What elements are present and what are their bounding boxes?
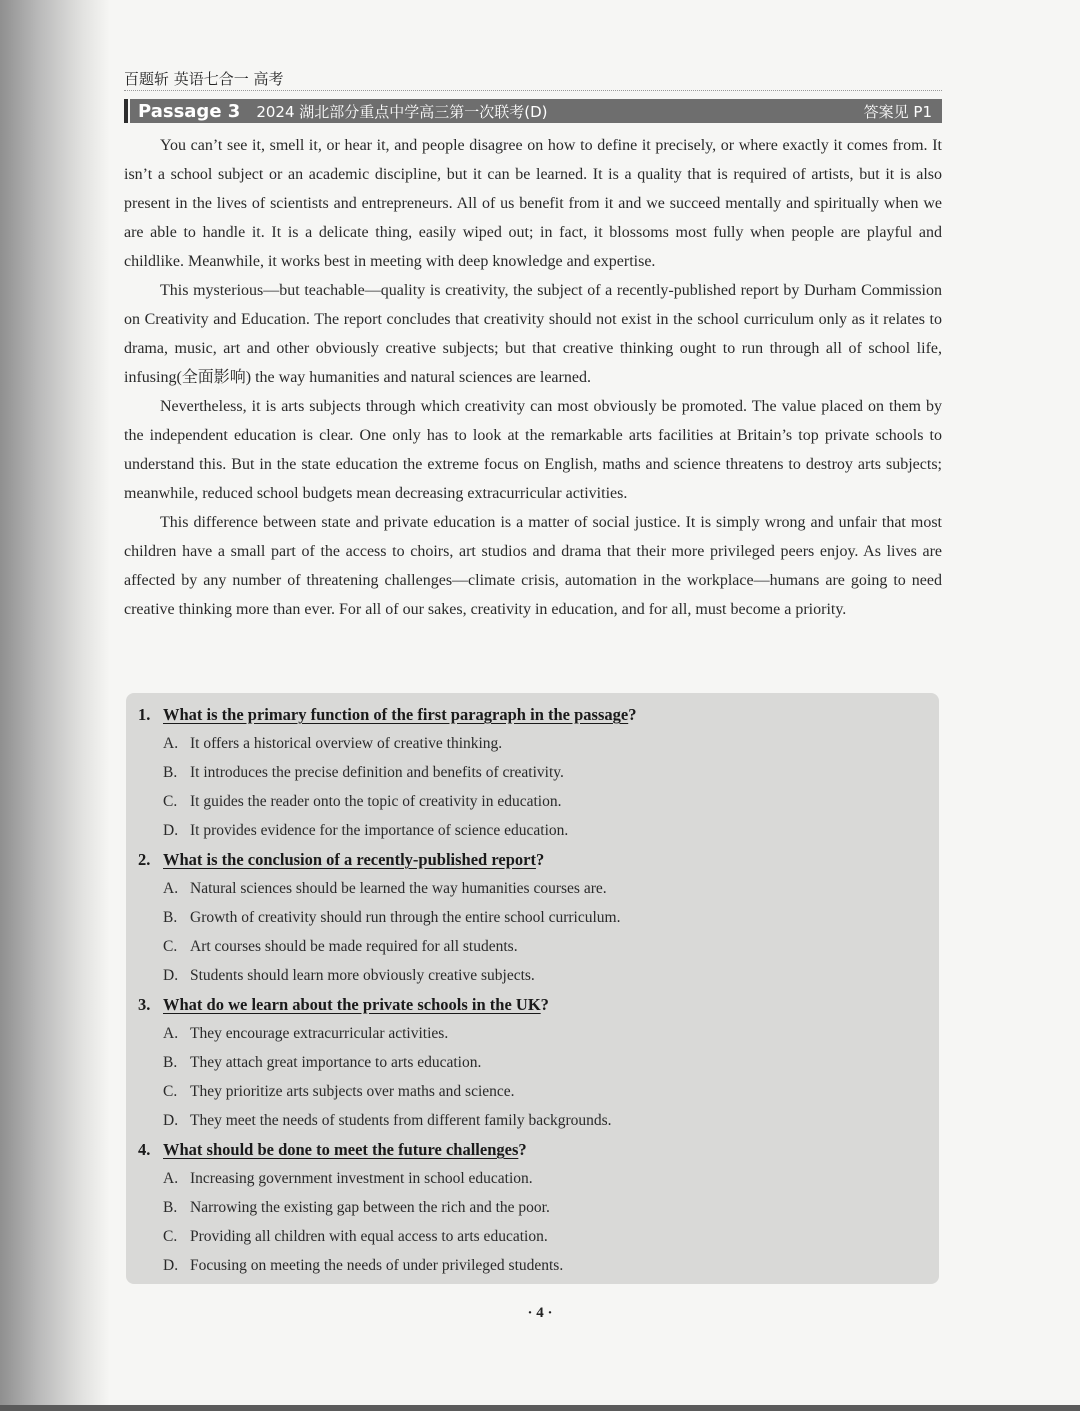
answer-option[interactable]: [138, 874, 939, 903]
option-letter: B.: [163, 1199, 178, 1216]
reading-passage: [124, 131, 942, 624]
answer-option[interactable]: [138, 1164, 939, 1193]
answer-option[interactable]: [138, 1019, 939, 1048]
answer-option[interactable]: [138, 1222, 939, 1251]
question-4: [138, 1135, 939, 1280]
passage-source: 2024 湖北部分重点中学高三第一次联考(D): [256, 102, 548, 121]
option-text: It offers a historical overview of creative thinking.: [190, 735, 503, 752]
answer-option[interactable]: [138, 1077, 939, 1106]
question-text: What do we learn about the private schools in the UK: [163, 995, 541, 1014]
question-stem: [138, 700, 939, 729]
option-text: Growth of creativity should run through the entire school curriculum.: [190, 909, 621, 926]
answer-option[interactable]: [138, 787, 939, 816]
question-mark: ?: [535, 850, 545, 869]
question-text: What should be done to meet the future challenges: [163, 1140, 519, 1159]
question-stem: [138, 1135, 939, 1164]
question-3: [138, 990, 939, 1135]
option-text: They meet the needs of students from different family backgrounds.: [190, 1112, 612, 1129]
running-header: 百题斩 英语七合一 高考: [124, 70, 284, 88]
passage-paragraph: This difference between state and private education is a matter of social justice. It is simply wrong and unfair that most children have a small part of the access to choirs, art studios and drama that their more privileged peers enjoy. As lives are affected by any number of threatening challenges—climate crisis, automation in the workplace—humans are going to need creative thinking more than ever. For all of our sakes, creativity in education, and for all, must become a priority.: [124, 514, 942, 618]
question-1: [138, 700, 939, 845]
passage-title-bar: [124, 99, 942, 123]
bar-marker: [124, 99, 130, 123]
question-2: [138, 845, 939, 990]
passage-paragraph: You can’t see it, smell it, or hear it, and people disagree on how to define it precisely, or where exactly it comes from. It isn’t a school subject or an academic discipline, but it can be learned. It is a quality that is required of artists, but it is also present in the lives of scientists and entrepreneurs. All of us benefit from it and we succeed mentally and spiritually when we are able to handle it. It is a delicate thing, easily wiped out; in fact, it blossoms most fully when people are playful and childlike. Meanwhile, it works best in meeting with deep knowledge and expertise.: [124, 137, 942, 270]
option-text: They attach great importance to arts education.: [190, 1054, 482, 1071]
option-text: It guides the reader onto the topic of creativity in education.: [190, 793, 562, 810]
option-letter: A.: [163, 1170, 179, 1187]
question-text: What is the conclusion of a recently-published report: [163, 850, 536, 869]
option-letter: C.: [163, 793, 178, 810]
passage-label: Passage 3: [138, 100, 241, 122]
option-text: It introduces the precise definition and benefits of creativity.: [190, 764, 564, 781]
answer-option[interactable]: [138, 816, 939, 845]
option-text: Increasing government investment in school education.: [190, 1170, 533, 1187]
answer-option[interactable]: [138, 1193, 939, 1222]
option-letter: C.: [163, 1083, 178, 1100]
answer-reference: 答案见 P1: [863, 102, 932, 121]
question-number: 3.: [138, 995, 151, 1014]
option-text: Narrowing the existing gap between the rich and the poor.: [190, 1199, 550, 1216]
page-number: · 4 ·: [527, 1305, 553, 1321]
option-letter: A.: [163, 735, 179, 752]
option-letter: B.: [163, 909, 178, 926]
option-letter: D.: [163, 1257, 179, 1274]
question-mark: ?: [628, 705, 637, 724]
answer-option[interactable]: [138, 932, 939, 961]
answer-option[interactable]: [138, 1048, 939, 1077]
option-text: Focusing on meeting the needs of under privileged students.: [190, 1257, 564, 1274]
option-letter: D.: [163, 967, 179, 984]
bottom-edge: [0, 1405, 1080, 1411]
answer-option[interactable]: [138, 758, 939, 787]
option-text: They encourage extracurricular activities.: [190, 1025, 449, 1042]
page-binding-shadow: [0, 0, 110, 1411]
question-mark: ?: [540, 995, 549, 1014]
question-number: 4.: [138, 1140, 151, 1159]
passage-paragraph: Nevertheless, it is arts subjects through which creativity can most obviously be promoted. The value placed on them by the independent education is clear. One only has to look at the remarkable arts facilities at Britain’s top private schools to understand this. But in the state education the extreme focus on English, maths and science threatens to destroy arts subjects; meanwhile, reduced school budgets mean decreasing extracurricular activities.: [124, 398, 942, 502]
answer-option[interactable]: [138, 1106, 939, 1135]
answer-option[interactable]: [138, 729, 939, 758]
header-divider: [124, 90, 942, 91]
option-text: Natural sciences should be learned the way humanities courses are.: [190, 880, 607, 897]
option-letter: D.: [163, 822, 179, 839]
option-text: Students should learn more obviously creative subjects.: [190, 967, 535, 984]
passage-paragraph: This mysterious—but teachable—quality is creativity, the subject of a recently-published report by Durham Commission on Creativity and Education. The report concludes that creativity should not exist in the school curriculum only as it relates to drama, music, art and other obviously creative subjects; but that creative thinking ought to run through all of school life, infusing(全面影响) the way humanities and natural sciences are learned.: [124, 282, 942, 386]
option-letter: B.: [163, 764, 178, 781]
option-text: Providing all children with equal access to arts education.: [190, 1228, 548, 1245]
option-text: They prioritize arts subjects over maths and science.: [190, 1083, 515, 1100]
answer-option[interactable]: [138, 903, 939, 932]
answer-option[interactable]: [138, 1251, 939, 1280]
question-mark: ?: [518, 1140, 527, 1159]
option-letter: D.: [163, 1112, 179, 1129]
question-number: 1.: [138, 705, 151, 724]
option-letter: B.: [163, 1054, 178, 1071]
question-stem: [138, 845, 939, 874]
option-letter: A.: [163, 880, 179, 897]
answer-option[interactable]: [138, 961, 939, 990]
question-text: What is the primary function of the first paragraph in the passage: [163, 705, 629, 724]
question-stem: [138, 990, 939, 1019]
option-letter: A.: [163, 1025, 179, 1042]
option-text: It provides evidence for the importance of science education.: [190, 822, 569, 839]
option-text: Art courses should be made required for all students.: [190, 938, 518, 955]
option-letter: C.: [163, 938, 178, 955]
option-letter: C.: [163, 1228, 178, 1245]
questions-panel: [126, 693, 939, 1284]
question-number: 2.: [138, 850, 151, 869]
